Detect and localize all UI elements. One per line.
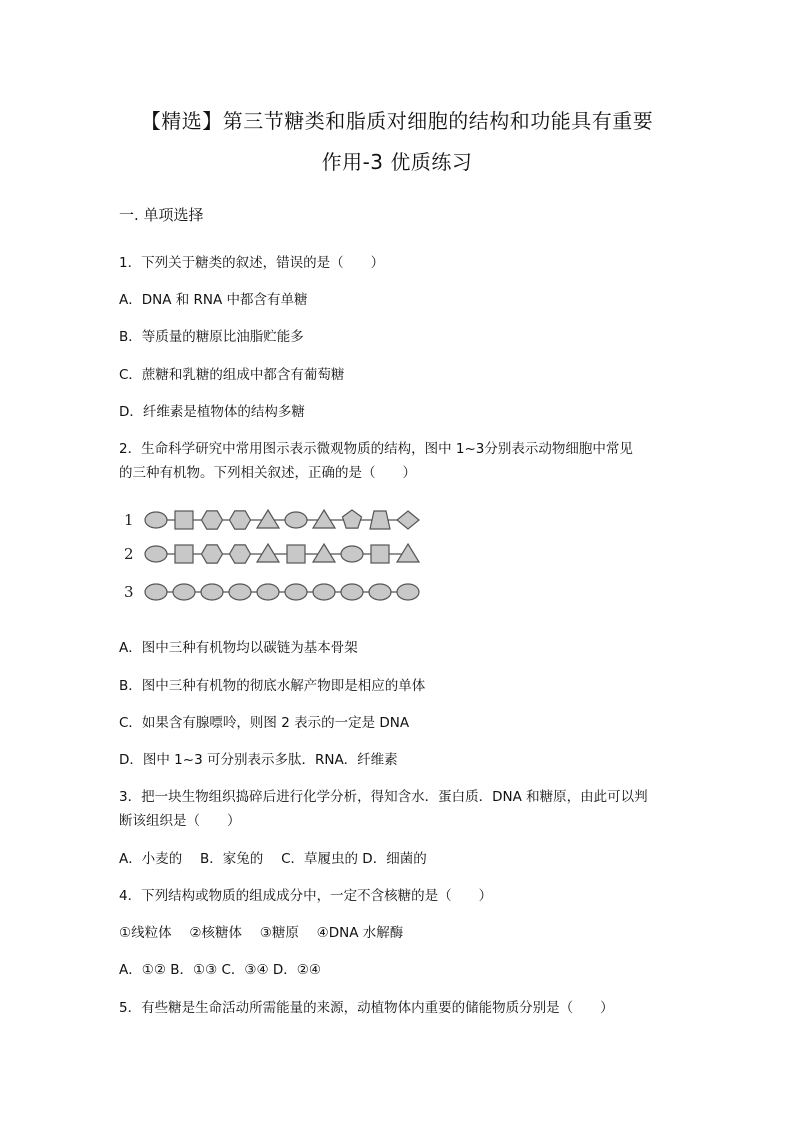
pentagon-monomer [342, 510, 361, 528]
q2-stem-line-2: 的三种有机物。下列相关叙述，正确的是（ ） [119, 465, 416, 481]
triangle-monomer [313, 510, 335, 528]
q4-stem: 4．下列结构或物质的组成成分中，一定不含核糖的是（ ） [119, 888, 493, 904]
q1-option-b: B．等质量的糖原比油脂贮能多 [119, 329, 304, 345]
chain-row-label: 3 [124, 583, 134, 601]
triangle-monomer [257, 510, 279, 528]
ellipse-monomer [397, 584, 419, 600]
triangle-monomer [257, 544, 279, 562]
q3-stem-line-1: 3．把一块生物组织捣碎后进行化学分析，得知含水．蛋白质．DNA 和糖原，由此可以判 [119, 789, 648, 805]
ellipse-monomer [145, 546, 167, 562]
q1-option-a: A．DNA 和 RNA 中都含有单糖 [119, 292, 308, 308]
trapezoid-monomer [370, 511, 390, 529]
document-title-line-1: 【精选】第三节糖类和脂质对细胞的结构和功能具有重要 [140, 109, 654, 133]
q2-stem-line-1: 2．生命科学研究中常用图示表示微观物质的结构，图中 1~3分别表示动物细胞中常见 [119, 441, 633, 457]
q1-option-d: D．纤维素是植物体的结构多糖 [119, 404, 305, 420]
q1-option-c: C．蔗糖和乳糖的组成中都含有葡萄糖 [119, 367, 345, 383]
hexagon-monomer [230, 511, 251, 529]
triangle-monomer [397, 544, 419, 562]
q2-option-a: A．图中三种有机物均以碳链为基本骨架 [119, 640, 358, 656]
q3-stem-line-2: 断该组织是（ ） [119, 813, 241, 829]
q3-options: A．小麦的 B．家兔的 C．草履虫的 D．细菌的 [119, 851, 427, 867]
q1-stem: 1．下列关于糖类的叙述，错误的是（ ） [119, 255, 385, 271]
q2-option-c: C．如果含有腺嘌呤，则图 2 表示的一定是 DNA [119, 715, 410, 731]
document-title-line-2: 作用-3 优质练习 [321, 150, 473, 174]
chain-row-label: 1 [124, 511, 134, 529]
chain-row-2 [124, 544, 419, 563]
q4-options: A．①② B．①③ C．③④ D．②④ [119, 962, 322, 978]
hexagon-monomer [202, 511, 223, 529]
chain-row-3 [124, 583, 419, 601]
square-monomer [287, 545, 305, 563]
q2-option-d: D．图中 1~3 可分别表示多肽．RNA．纤维素 [119, 752, 398, 768]
ellipse-monomer [257, 584, 279, 600]
ellipse-monomer [201, 584, 223, 600]
ellipse-monomer [145, 584, 167, 600]
ellipse-monomer [145, 512, 167, 528]
section-heading: 一. 单项选择 [119, 206, 204, 224]
square-monomer [371, 545, 389, 563]
square-monomer [175, 545, 193, 563]
square-monomer [175, 511, 193, 529]
ellipse-monomer [229, 584, 251, 600]
diamond-monomer [397, 511, 419, 529]
chain-row-1 [124, 510, 419, 529]
ellipse-monomer [173, 584, 195, 600]
ellipse-monomer [285, 512, 307, 528]
ellipse-monomer [369, 584, 391, 600]
triangle-monomer [313, 544, 335, 562]
hexagon-monomer [230, 545, 251, 563]
q5-stem: 5．有些糖是生命活动所需能量的来源，动植物体内重要的储能物质分别是（ ） [119, 1000, 614, 1016]
chain-row-label: 2 [124, 545, 134, 563]
hexagon-monomer [202, 545, 223, 563]
ellipse-monomer [313, 584, 335, 600]
q4-items: ①线粒体 ②核糖体 ③糖原 ④DNA 水解酶 [119, 925, 404, 941]
q2-option-b: B．图中三种有机物的彻底水解产物即是相应的单体 [119, 678, 426, 694]
ellipse-monomer [285, 584, 307, 600]
ellipse-monomer [341, 546, 363, 562]
molecule-structure-diagram [118, 504, 428, 604]
ellipse-monomer [341, 584, 363, 600]
